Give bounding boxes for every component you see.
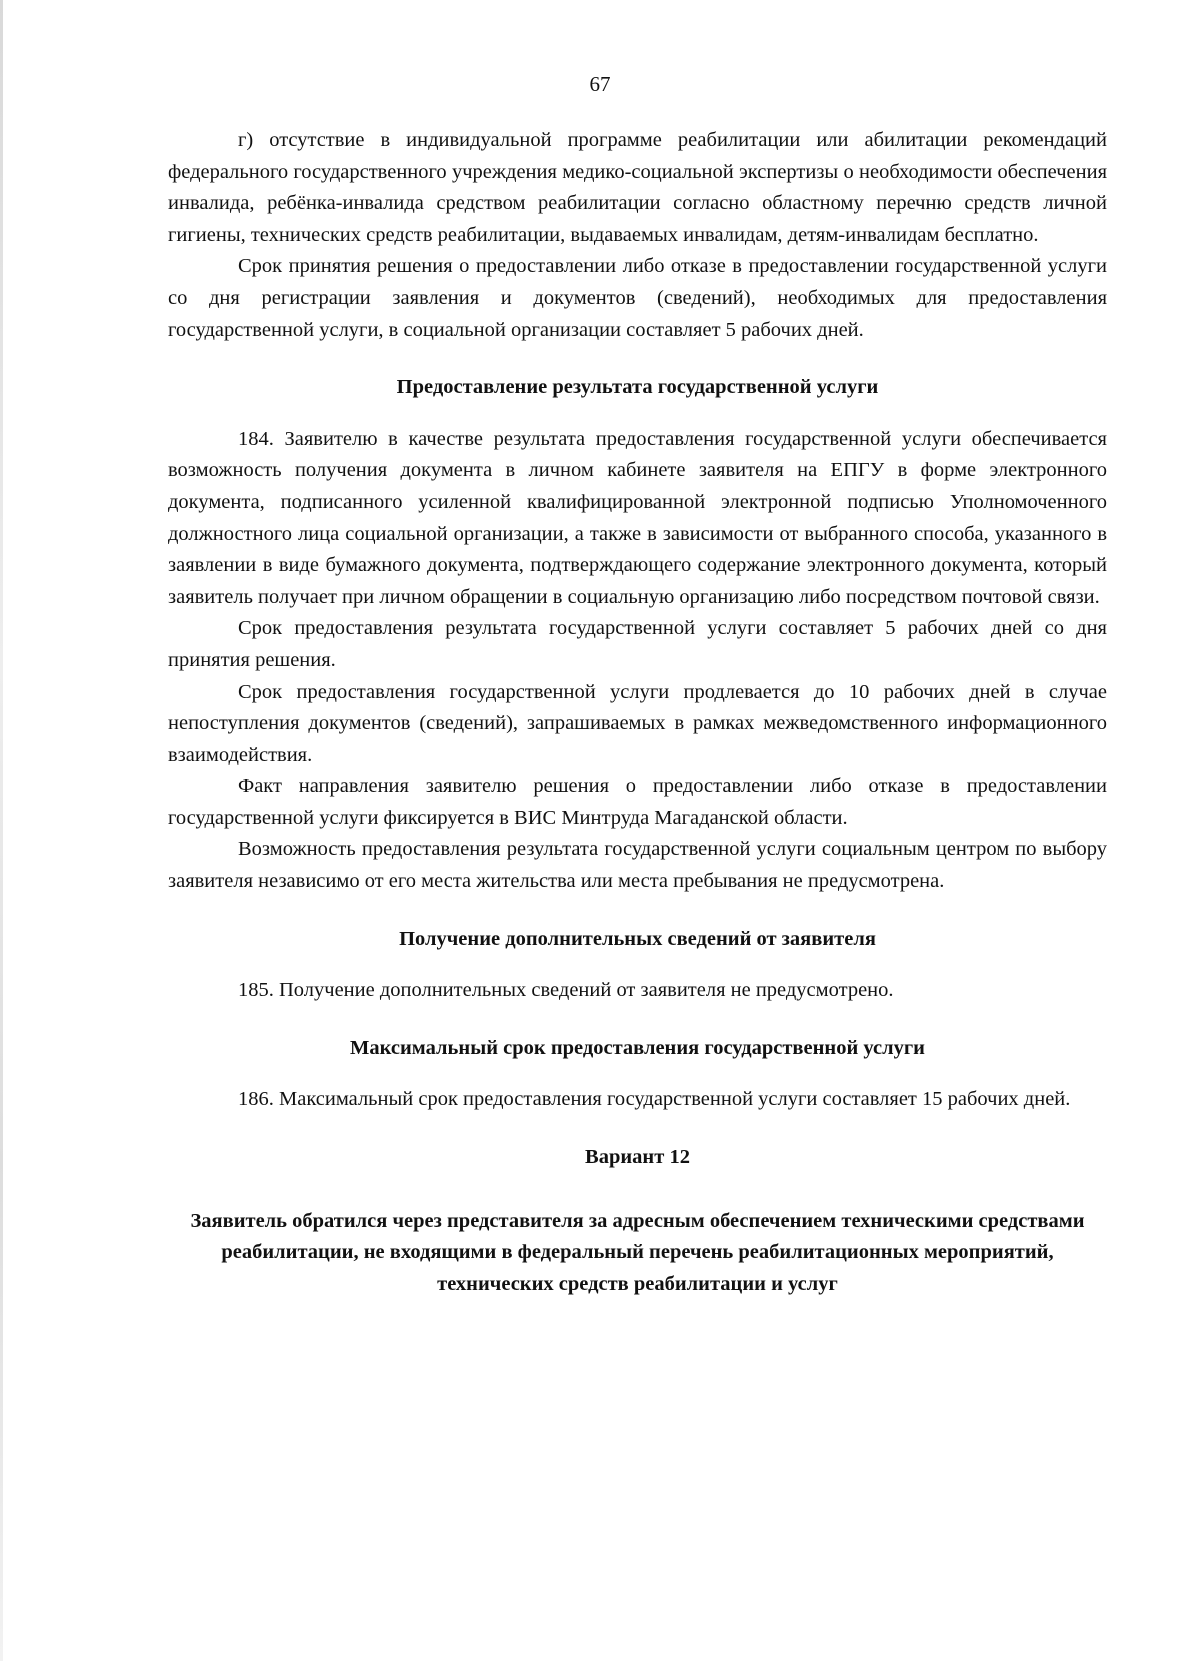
scan-edge-shadow <box>0 0 3 1661</box>
heading-additional-info: Получение дополнительных сведений от заявителя <box>399 927 876 950</box>
paragraph-intro-item-g: г) отсутствие в индивидуальной программе реабилитации или абилитации рекомендаций федерального государственного учреждения медико-социальной экспертизы о необходимости обеспечения инвалида, ребёнка-инвалида средством реабилитации согласно областному перечню средств личной гигиены, технических средств реабилитации, выдаваемых инвалидам, детям-инвалидам бесплатно. <box>168 129 1107 246</box>
heading-result-provision: Предоставление результата государственной услуги <box>396 376 879 399</box>
page-number: 67 <box>589 72 611 96</box>
heading-variant-12-description: Заявитель обратился через представителя за адресным обеспечением техническими средствами реабилитации, не входящими в федеральный перечень реабилитационных мероприятий, технических средств реабилитации и услуг <box>190 1209 1085 1295</box>
paragraph-result-term: Срок предоставления результата государственной услуги составляет 5 рабочих дней со дня принятия решения. <box>168 617 1107 671</box>
paragraph-185: 185. Получение дополнительных сведений от заявителя не предусмотрено. <box>238 979 894 1002</box>
paragraph-186: 186. Максимальный срок предоставления государственной услуги составляет 15 рабочих дней. <box>238 1088 1071 1111</box>
heading-variant-12: Вариант 12 <box>585 1146 690 1169</box>
paragraph-extraterritorial: Возможность предоставления результата государственной услуги социальным центром по выбору заявителя независимо от его места жительства или места пребывания не предусмотрена. <box>168 838 1107 893</box>
paragraph-decision-record: Факт направления заявителю решения о предоставлении либо отказе в предоставлении государственной услуги фиксируется в ВИС Минтруда Магаданской области. <box>168 775 1107 829</box>
heading-max-term: Максимальный срок предоставления государственной услуги <box>349 1036 925 1059</box>
paragraph-term-extension: Срок предоставления государственной услуги продлевается до 10 рабочих дней в случае непоступления документов (сведений), запрашиваемых в рамках межведомственного информационного взаимодействия. <box>168 680 1107 766</box>
document-body <box>168 125 1107 1300</box>
paragraph-decision-term: Срок принятия решения о предоставлении либо отказе в предоставлении государственной услуги со дня регистрации заявления и документов (сведений), необходимых для предоставления государственной услуги, в социальной организации составляет 5 рабочих дней. <box>168 255 1107 341</box>
paragraph-184: 184. Заявителю в качестве результата предоставления государственной услуги обеспечивается возможность получения документа в личном кабинете заявителя на ЕПГУ в форме электронного документа, подписанного усиленной квалифицированной электронной подписью Уполномоченного должностного лица социальной организации, а также в зависимости от выбранного способа, указанного в заявлении в виде бумажного документа, подтверждающего содержание электронного документа, который заявитель получает при личном обращении в социальную организацию либо посредством почтовой связи. <box>168 427 1107 608</box>
